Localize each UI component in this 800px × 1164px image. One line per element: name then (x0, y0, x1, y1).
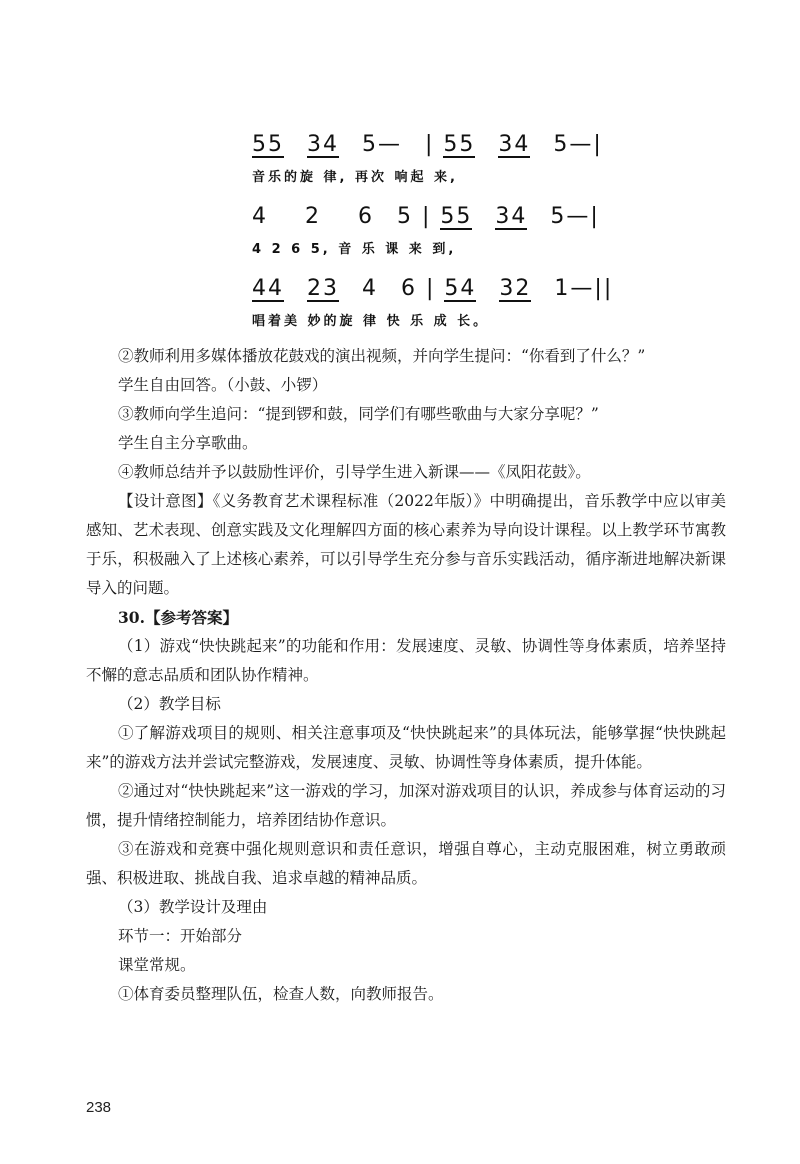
page-number: 238 (86, 1099, 112, 1116)
paragraph: ①了解游戏项目的规则、相关注意事项及“快快跳起来”的具体玩法，能够掌握“快快跳起来”的游戏方法并尝试完整游戏，发展速度、灵敏、协调性等身体素质，提升体能。 (86, 724, 726, 771)
note-group: 34 (495, 204, 528, 229)
final-barline: 1—|| (554, 276, 614, 301)
note: 6 (358, 204, 374, 229)
note-group: 32 (499, 276, 532, 301)
paragraph: 学生自由回答。（小鼓、小锣） (118, 376, 328, 394)
paragraph: ③教师向学生追问：“提到锣和鼓，同学们有哪些歌曲与大家分享呢？” (118, 405, 599, 423)
paragraph: ②通过对“快快跳起来”这一游戏的学习，加深对游戏项目的认识，养成参与体育运动的习惯，提升情绪控制能力，培养团结协作意识。 (86, 782, 726, 829)
note: 5 (397, 204, 413, 229)
note-group: 54 (444, 276, 477, 301)
paragraph: （1）游戏“快快跳起来”的功能和作用：发展速度、灵敏、协调性等身体素质，培养坚持不懈的意志品质和团队协作精神。 (86, 637, 726, 684)
note-group: 23 (307, 276, 339, 301)
note: 4 (252, 204, 268, 229)
note-group: 5—| (553, 132, 603, 157)
paragraph: 课堂常规。 (118, 956, 196, 974)
paragraph: ①体育委员整理队伍，检查人数，向教师报告。 (118, 985, 444, 1003)
notation-row-2 (252, 204, 600, 232)
note-group: 34 (307, 132, 339, 157)
body-text (86, 342, 726, 1009)
answer-heading: 30.【参考答案】 (118, 608, 238, 627)
section-heading: （2）教学目标 (118, 695, 221, 713)
note-group: 5—| (550, 204, 600, 229)
barline: | (422, 204, 432, 229)
paragraph: ④教师总结并予以鼓励性评价，引导学生进入新课——《凤阳花鼓》。 (118, 463, 591, 481)
notation-row-1 (252, 132, 603, 160)
note: 2 (305, 204, 321, 229)
note-group: 5— (362, 132, 402, 157)
design-intent-paragraph: 【设计意图】《义务教育艺术课程标准（2022年版）》中明确提出，音乐教学中应以审美感知、艺术表现、创意实践及文化理解四方面的核心素养为导向设计课程。以上教学环节寓教于乐，积极融入了上述核心素养，可以引导学生充分参与音乐实践活动，循序渐进地解决新课导入的问题。 (86, 492, 726, 597)
paragraph: ②教师利用多媒体播放花鼓戏的演出视频，并向学生提问：“你看到了什么？” (118, 347, 646, 365)
lyrics-row-2: 4 2 6 5, 音 乐 课 来 到, (252, 242, 457, 257)
paragraph: 学生自主分享歌曲。 (118, 434, 258, 452)
note-group: 55 (440, 204, 473, 229)
lyrics-row-1: 音乐的旋 律, 再次 响起 来, (252, 170, 458, 185)
paragraph: ③在游戏和竞赛中强化规则意识和责任意识，增强自尊心，主动克服困难，树立勇敢顽强、积极进取、挑战自我、追求卓越的精神品质。 (86, 840, 726, 887)
note-group: 34 (498, 132, 531, 157)
notation-row-3 (252, 276, 614, 304)
note-group: 55 (252, 132, 284, 157)
note: 4 (362, 276, 378, 301)
barline: | (426, 276, 436, 301)
note-group: 44 (252, 276, 284, 301)
note-group: 55 (443, 132, 476, 157)
lyrics-row-3: 唱着美 妙的旋 律 快 乐 成 长。 (252, 314, 490, 329)
note: 6 (401, 276, 417, 301)
numbered-notation-score (252, 132, 614, 348)
section-heading: （3）教学设计及理由 (118, 898, 268, 916)
paragraph: 环节一：开始部分 (118, 927, 243, 945)
barline: | (425, 132, 435, 157)
